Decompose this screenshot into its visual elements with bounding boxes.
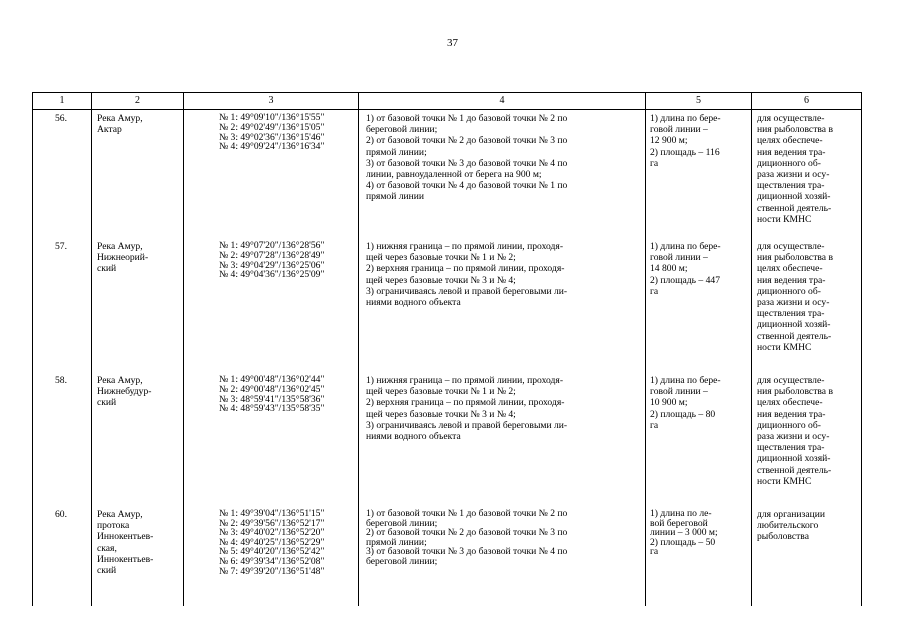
purpose-cell (752, 110, 862, 239)
coordinate-line: № 3: 49°02'36"/136°15'46" (219, 131, 325, 143)
purpose-line: ществления тра- (757, 308, 825, 320)
purpose-line: рыболовства (757, 531, 809, 543)
coordinates-cell (184, 372, 359, 506)
name-cell (92, 506, 184, 606)
size-line: говой линии – (650, 124, 708, 136)
coordinate-line: № 3: 49°04'29"/136°25'06" (219, 259, 325, 271)
size-line: вой береговой (650, 517, 708, 529)
size-line: га (650, 546, 659, 558)
description-line: береговой линии; (366, 124, 438, 136)
coordinates-cell (184, 110, 359, 239)
coordinates-cell (184, 238, 359, 372)
purpose-line: для осуществле- (757, 241, 825, 252)
name-line: Река Амур, (97, 509, 143, 520)
purpose-line: ния ведения тра- (757, 274, 826, 286)
row-number-cell (33, 372, 92, 506)
description-line: 3) ограничиваясь левой и правой береговыми ли- (366, 419, 568, 431)
coordinate-line: № 4: 49°04'36"/136°25'09" (219, 269, 325, 281)
purpose-line: ния рыболовства в (757, 386, 833, 398)
purpose-line: диционного об- (757, 419, 821, 431)
size-line: га (650, 285, 659, 297)
header-row (33, 93, 862, 110)
name-line: Иннокентьев- (97, 531, 154, 543)
description-line: 1) от базовой точки № 1 до базовой точки № 2 по (366, 113, 568, 124)
row-number-cell (33, 238, 92, 372)
purpose-line: ния рыболовства в (757, 124, 833, 136)
coordinate-line: № 1: 49°00'48"/136°02'44" (219, 374, 325, 385)
size-line: га (650, 157, 659, 169)
size-cell (646, 238, 752, 372)
coordinate-line: № 4: 49°09'24"/136°16'34" (219, 141, 325, 153)
name-cell (92, 110, 184, 239)
purpose-line: для осуществле- (757, 375, 825, 386)
size-line: 12 900 м; (650, 135, 688, 147)
name-line: Река Амур, (97, 241, 143, 252)
name-line: ский (97, 263, 117, 275)
size-line: 14 800 м; (650, 263, 688, 275)
name-line: Река Амур, (97, 375, 143, 386)
size-line: 10 900 м; (650, 397, 688, 409)
name-line: Актар (97, 124, 122, 136)
purpose-line: ществления тра- (757, 180, 825, 192)
description-line: ниями водного объекта (366, 431, 461, 443)
purpose-line: раза жизни и осу- (757, 169, 830, 181)
coordinate-line: № 2: 49°02'49"/136°15'05" (219, 121, 325, 133)
description-line: ниями водного объекта (366, 297, 461, 309)
description-line: 2) верхняя граница – по прямой линии, проходя- (366, 263, 565, 275)
size-line: 2) площадь – 80 (650, 408, 716, 420)
table-row (33, 110, 862, 239)
description-line: 3) ограничиваясь левой и правой береговыми ли- (366, 285, 568, 297)
size-line: 1) длина по бере- (650, 375, 721, 386)
fishing-areas-table (32, 92, 862, 606)
table-row (33, 372, 862, 506)
purpose-line: ния ведения тра- (757, 146, 826, 158)
size-line: 2) площадь – 116 (650, 146, 720, 158)
description-line: прямой линии; (366, 146, 427, 158)
size-line: линии – 3 000 м; (650, 527, 718, 539)
description-line: 1) от базовой точки № 1 до базовой точки № 2 по (366, 508, 568, 519)
purpose-line: диционной хозяй- (757, 453, 831, 465)
description-line: линии, равноудаленной от берега на 900 м; (366, 169, 542, 181)
purpose-cell (752, 506, 862, 606)
coordinate-line: № 1: 49°07'20"/136°28'56" (219, 240, 325, 251)
boundary-description-cell (359, 506, 646, 606)
purpose-line: ния ведения тра- (757, 408, 826, 420)
description-line: береговой линии; (366, 517, 438, 529)
name-line: ский (97, 397, 117, 409)
coordinate-line: № 3: 48°59'41"/135°58'36" (219, 393, 325, 405)
purpose-line: целях обеспече- (757, 135, 823, 147)
coordinate-line: № 2: 49°07'28"/136°28'49" (219, 249, 325, 261)
description-line: щей через базовые точки № 1 и № 2; (366, 252, 516, 264)
purpose-line: диционной хозяй- (757, 319, 831, 331)
purpose-line: для осуществле- (757, 113, 825, 124)
table-row (33, 238, 862, 372)
coordinate-line: № 6: 49°39'34"/136°52'08" (219, 555, 325, 567)
name-line: Нижнебудур- (97, 386, 152, 398)
description-line: 2) от базовой точки № 2 до базовой точки № 3 по (366, 135, 568, 147)
purpose-line: диционного об- (757, 157, 821, 169)
name-line: Иннокентьев- (97, 553, 154, 565)
col-header-2: 2 (92, 93, 184, 110)
purpose-line: ности КМНС (757, 475, 812, 487)
size-line: га (650, 419, 659, 431)
purpose-line: любительского (757, 520, 819, 532)
purpose-line: диционной хозяй- (757, 191, 831, 203)
size-line: 1) длина по бере- (650, 113, 721, 124)
coordinates-cell (184, 506, 359, 606)
description-line: 3) от базовой точки № 3 до базовой точки № 4 по (366, 157, 568, 169)
purpose-line: целях обеспече- (757, 263, 823, 275)
description-line: прямой линии; (366, 536, 427, 548)
description-line: 2) верхняя граница – по прямой линии, проходя- (366, 397, 565, 409)
purpose-line: ществления тра- (757, 442, 825, 454)
purpose-line: ния рыболовства в (757, 252, 833, 264)
size-line: говой линии – (650, 386, 708, 398)
name-line: протока (97, 520, 130, 532)
name-line: Нижнеорий- (97, 252, 149, 264)
purpose-line: ственной деятель- (757, 330, 832, 342)
purpose-line: ственной деятель- (757, 464, 832, 476)
description-line: 1) нижняя граница – по прямой линии, проходя- (366, 241, 564, 252)
row-number: 58. (55, 375, 67, 386)
description-line: щей через базовые точки № 1 и № 2; (366, 386, 516, 398)
size-line: 2) площадь – 447 (650, 274, 720, 286)
purpose-line: раза жизни и осу- (757, 297, 830, 309)
size-cell (646, 506, 752, 606)
name-cell (92, 238, 184, 372)
description-line: 4) от базовой точки № 4 до базовой точки № 1 по (366, 180, 568, 192)
row-number: 57. (55, 241, 67, 252)
purpose-line: для организации (757, 509, 825, 520)
coordinate-line: № 5: 49°40'20"/136°52'42" (219, 546, 325, 558)
description-line: щей через базовые точки № 3 и № 4; (366, 408, 516, 420)
boundary-description-cell (359, 238, 646, 372)
purpose-line: ности КМНС (757, 213, 812, 225)
purpose-line: ности КМНС (757, 341, 812, 353)
name-line: ский (97, 565, 117, 577)
table-row (33, 506, 862, 606)
row-number-cell (33, 110, 92, 239)
coordinate-line: № 4: 48°59'43"/135°58'35" (219, 403, 325, 415)
description-line: 1) нижняя граница – по прямой линии, проходя- (366, 375, 564, 386)
col-header-3: 3 (184, 93, 359, 110)
description-line: прямой линии (366, 191, 425, 203)
row-number-cell (33, 506, 92, 606)
purpose-line: диционного об- (757, 285, 821, 297)
coordinate-line: № 1: 49°39'04"/136°51'15" (219, 508, 325, 519)
description-line: 3) от базовой точки № 3 до базовой точки № 4 по (366, 546, 568, 558)
row-number: 56. (55, 113, 67, 124)
purpose-cell (752, 372, 862, 506)
name-line: ская, (97, 542, 117, 554)
coordinate-line: № 1: 49°09'10"/136°15'55" (219, 112, 325, 123)
purpose-cell (752, 238, 862, 372)
col-header-5: 5 (646, 93, 752, 110)
coordinate-line: № 4: 49°40'25"/136°52'29" (219, 536, 325, 548)
purpose-line: ственной деятель- (757, 202, 832, 214)
boundary-description-cell (359, 110, 646, 239)
description-line: 2) от базовой точки № 2 до базовой точки № 3 по (366, 527, 568, 539)
name-line: Река Амур, (97, 113, 143, 124)
size-line: 2) площадь – 50 (650, 536, 716, 548)
size-line: 1) длина по бере- (650, 241, 721, 252)
col-header-6: 6 (752, 93, 862, 110)
purpose-line: раза жизни и осу- (757, 431, 830, 443)
coordinate-line: № 2: 49°00'48"/136°02'45" (219, 383, 325, 395)
page-number: 37 (447, 37, 458, 49)
coordinate-line: № 3: 49°40'02"/136°52'20" (219, 527, 325, 539)
purpose-line: целях обеспече- (757, 397, 823, 409)
size-cell (646, 110, 752, 239)
size-cell (646, 372, 752, 506)
col-header-1: 1 (33, 93, 92, 110)
boundary-description-cell (359, 372, 646, 506)
size-line: 1) длина по ле- (650, 508, 712, 519)
name-cell (92, 372, 184, 506)
row-number: 60. (55, 509, 67, 520)
coordinate-line: № 2: 49°39'56"/136°52'17" (219, 517, 325, 529)
description-line: береговой линии; (366, 555, 438, 567)
size-line: говой линии – (650, 252, 708, 264)
col-header-4: 4 (359, 93, 646, 110)
description-line: щей через базовые точки № 3 и № 4; (366, 274, 516, 286)
coordinate-line: № 7: 49°39'20"/136°51'48" (219, 565, 325, 577)
